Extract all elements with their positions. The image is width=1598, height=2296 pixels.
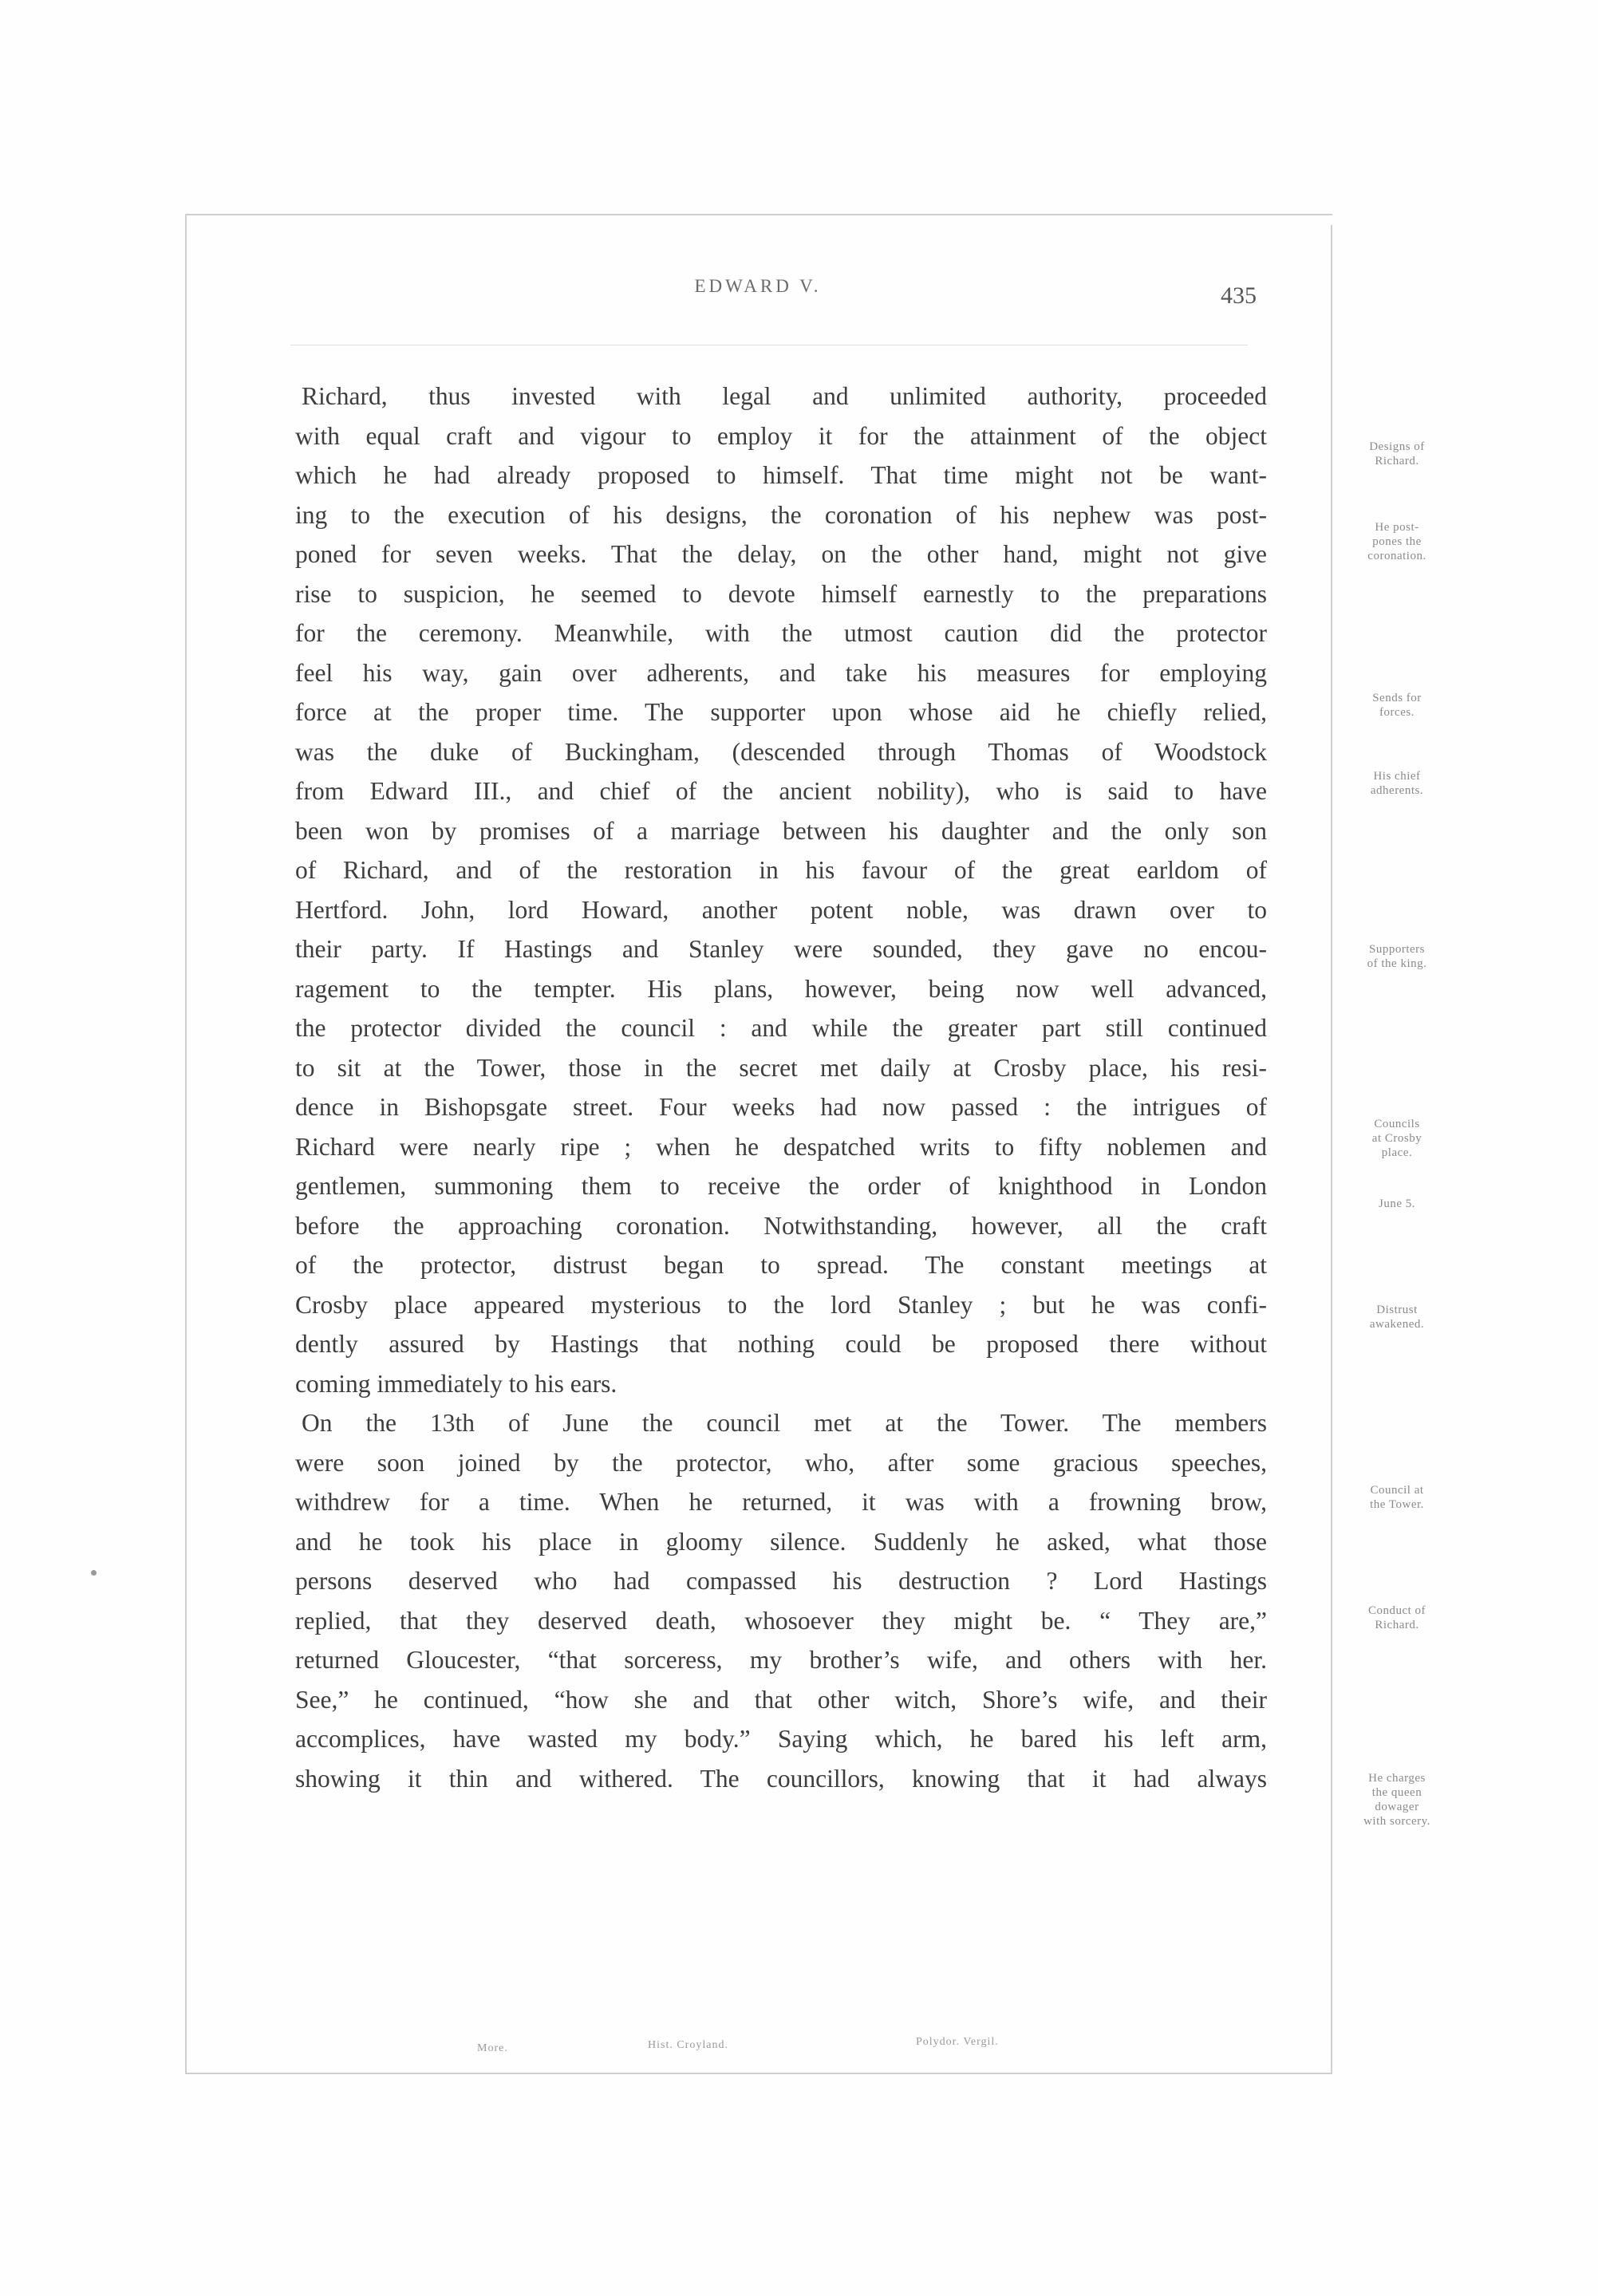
text-line: to sit at the Tower, those in the secret met daily at Crosby place, his resi- [295, 1053, 1267, 1082]
margin-note: He post- pones the coronation. [1367, 521, 1426, 562]
page-number: 435 [1221, 282, 1257, 309]
source-note: Polydor. Vergil. [916, 2036, 999, 2048]
text-line: ing to the execution of his designs, the coronation of his nephew was post- [295, 500, 1267, 529]
text-line: dence in Bishopsgate street. Four weeks had now passed : the intrigues of [295, 1093, 1267, 1121]
text-line: from Edward III., and chief of the ancient nobility), who is said to have [295, 777, 1267, 805]
text-line: ragement to the tempter. His plans, however, being now well advanced, [295, 974, 1267, 1003]
text-line: of Richard, and of the restoration in his favour of the great earldom of [295, 856, 1267, 884]
text-line: Richard were nearly ripe ; when he despatched writs to fifty noblemen and [295, 1132, 1267, 1161]
margin-note: His chief adherents. [1370, 770, 1424, 797]
text-line: accomplices, have wasted my body.” Saying which, he bared his left arm, [295, 1725, 1267, 1753]
source-note: More. [477, 2042, 508, 2054]
text-line: the protector divided the council : and while the greater part still continued [295, 1014, 1267, 1042]
text-line: poned for seven weeks. That the delay, on the other hand, might not give [295, 540, 1267, 568]
margin-note: June 5. [1379, 1197, 1415, 1210]
text-line: of the protector, distrust began to spread. The constant meetings at [295, 1251, 1267, 1279]
text-line: for the ceremony. Meanwhile, with the utmost caution did the protector [295, 619, 1267, 647]
text-line: with equal craft and vigour to employ it for the attainment of the object [295, 421, 1267, 450]
margin-note: He charges the queen dowager with sorcery. [1363, 1772, 1430, 1828]
body-text [295, 377, 1267, 1798]
text-line: been won by promises of a marriage between his daughter and the only son [295, 816, 1267, 845]
text-line: See,” he continued, “how she and that other witch, Shore’s wife, and their [295, 1685, 1267, 1714]
text-line: were soon joined by the protector, who, after some gracious speeches, [295, 1448, 1267, 1477]
text-line: coming immediately to his ears. [295, 1369, 617, 1398]
text-line: dently assured by Hastings that nothing could be proposed there without [295, 1330, 1267, 1358]
source-note: Hist. Croyland. [648, 2039, 728, 2051]
text-line: and he took his place in gloomy silence. Suddenly he asked, what those [295, 1527, 1267, 1556]
text-line: Hertford. John, lord Howard, another potent noble, was drawn over to [295, 895, 1267, 924]
text-line: was the duke of Buckingham, (descended through Thomas of Woodstock [295, 737, 1267, 766]
text-line: force at the proper time. The supporter upon whose aid he chiefly relied, [295, 698, 1267, 726]
page-frame-left-rule [185, 214, 187, 2074]
margin-note: Conduct of Richard. [1367, 1604, 1426, 1631]
margin-note: Designs of Richard. [1369, 440, 1425, 467]
margin-note: Sends for forces. [1372, 692, 1422, 719]
text-line: gentlemen, summoning them to receive the order of knighthood in London [295, 1172, 1267, 1200]
text-line: persons deserved who had compassed his destruction ? Lord Hastings [295, 1567, 1267, 1595]
text-line: returned Gloucester, “that sorceress, my brother’s wife, and others with her. [295, 1646, 1267, 1674]
text-line: On the 13th of June the council met at the Tower. The members [302, 1409, 1267, 1437]
ink-speck [91, 1570, 97, 1576]
text-line: withdrew for a time. When he returned, it was with a frowning brow, [295, 1488, 1267, 1516]
margin-note: Supporters of the king. [1367, 943, 1427, 970]
text-line: feel his way, gain over adherents, and take his measures for employing [295, 658, 1267, 687]
text-line: before the approaching coronation. Notwithstanding, however, all the craft [295, 1211, 1267, 1240]
text-line: their party. If Hastings and Stanley were sounded, they gave no encou- [295, 935, 1267, 963]
page-frame-top-rule [185, 214, 1332, 215]
margin-note: Council at the Tower. [1370, 1484, 1424, 1511]
text-line: replied, that they deserved death, whosoever they might be. “ They are,” [295, 1606, 1267, 1635]
page-frame-right-rule [1331, 225, 1332, 2074]
text-line: Richard, thus invested with legal and unlimited authority, proceeded [302, 382, 1267, 410]
running-head: EDWARD V. [694, 276, 822, 296]
text-line: rise to suspicion, he seemed to devote himself earnestly to the preparations [295, 579, 1267, 608]
text-line: Crosby place appeared mysterious to the lord Stanley ; but he was confi- [295, 1290, 1267, 1319]
page-frame-bottom-rule [185, 2073, 1332, 2074]
text-line: which he had already proposed to himself. That time might not be want- [295, 461, 1267, 489]
margin-note: Councils at Crosby place. [1371, 1118, 1422, 1159]
margin-note: Distrust awakened. [1369, 1304, 1425, 1331]
text-line: showing it thin and withered. The councillors, knowing that it had always [295, 1764, 1267, 1793]
